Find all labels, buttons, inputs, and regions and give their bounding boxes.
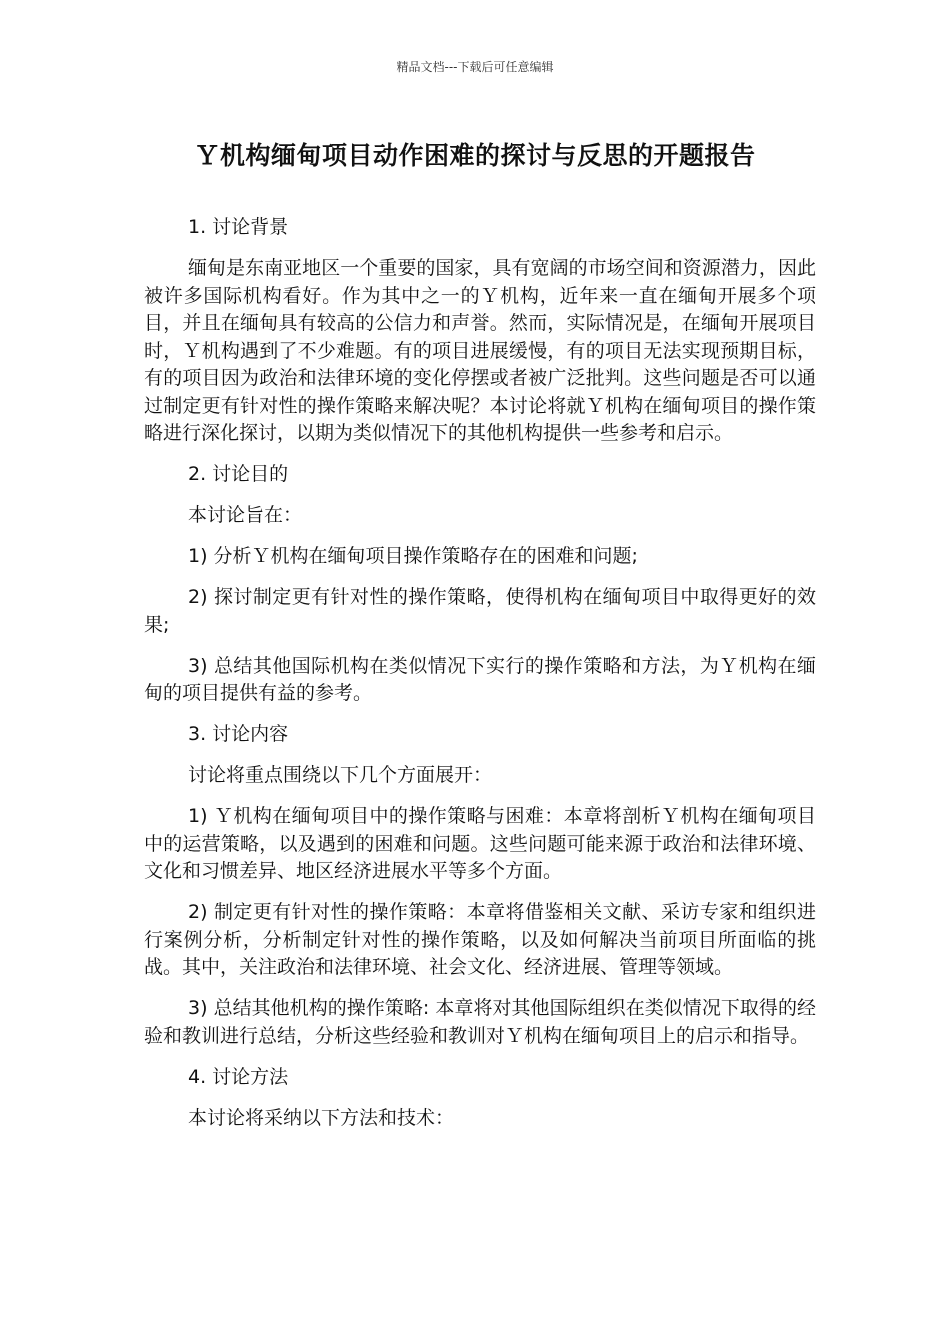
list-item-content-2: 2) 制定更有针对性的操作策略：本章将借鉴相关文献、采访专家和组织进行案例分析，分析制定针对性的操作策略，以及如何解决当前项目所面临的挑战。其中，关注政治和法律环境、社会文化、经济进展、管理等领域。: [144, 901, 816, 978]
list-item-purpose-2: 2) 探讨制定更有针对性的操作策略，使得机构在缅甸项目中取得更好的效果;: [144, 586, 816, 636]
list-item-purpose-1: 1) 分析Ｙ机构在缅甸项目操作策略存在的困难和问题;: [188, 545, 638, 567]
list-item-purpose-3: 3) 总结其他国际机构在类似情况下实行的操作策略和方法，为Ｙ机构在缅甸的项目提供有益的参考。: [144, 654, 816, 704]
header-note: 精品文档---下载后可任意编辑: [396, 60, 554, 74]
document-body: [144, 214, 816, 1146]
paragraph-method-intro: 本讨论将采纳以下方法和技术：: [188, 1106, 455, 1129]
list-item-content-1: 1) Ｙ机构在缅甸项目中的操作策略与困难：本章将剖析Ｙ机构在缅甸项目中的运营策略，以及遇到的困难和问题。这些问题可能来源于政治和法律环境、文化和习惯差异、地区经济进展水平等多个方面。: [144, 805, 816, 882]
section-heading-background: 1. 讨论背景: [188, 216, 289, 238]
paragraph-background: 缅甸是东南亚地区一个重要的国家，具有宽阔的市场空间和资源潜力，因此被许多国际机构看好。作为其中之一的Ｙ机构，近年来一直在缅甸开展多个项目，并且在缅甸具有较高的公信力和声誉。然而，实际情况是，在缅甸开展项目时，Ｙ机构遇到了不少难题。有的项目进展缓慢，有的项目无法实现预期目标，有的项目因为政治和法律环境的变化停摆或者被广泛批判。这些问题是否可以通过制定更有针对性的操作策略来解决呢？本讨论将就Ｙ机构在缅甸项目的操作策略进行深化探讨，以期为类似情况下的其他机构提供一些参考和启示。: [144, 257, 816, 444]
list-item-content-3: 3) 总结其他机构的操作策略: 本章将对其他国际组织在类似情况下取得的经验和教训进行总结，分析这些经验和教训对Ｙ机构在缅甸项目上的启示和指导。: [144, 997, 816, 1047]
paragraph-content-intro: 讨论将重点围绕以下几个方面展开：: [188, 764, 493, 786]
section-heading-method: 4. 讨论方法: [188, 1065, 289, 1088]
section-heading-content: 3. 讨论内容: [188, 723, 289, 745]
section-heading-purpose: 2. 讨论目的: [188, 463, 289, 485]
paragraph-purpose-intro: 本讨论旨在：: [188, 504, 303, 526]
document-title: Ｙ机构缅甸项目动作困难的探讨与反思的开题报告: [194, 141, 756, 170]
